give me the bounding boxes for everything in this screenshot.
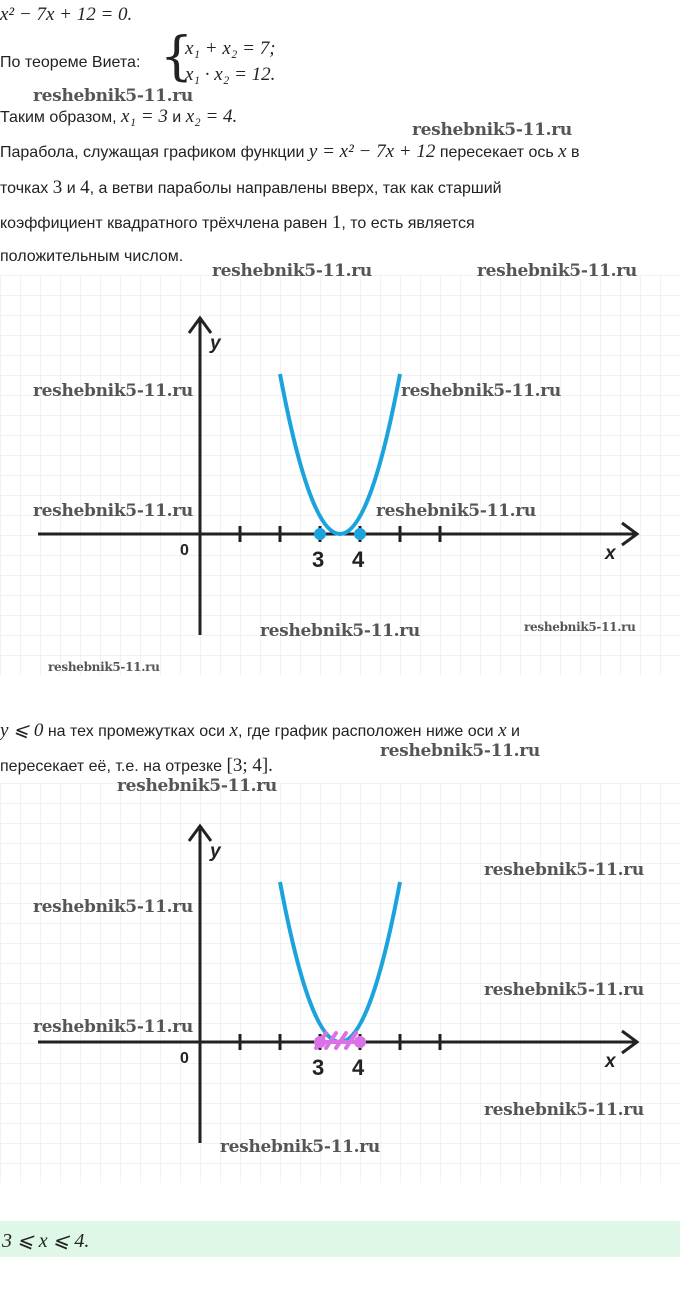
watermark: reshebnik5-11.ru [484,980,644,1000]
paragraph-line-2: точках 3 и 4, а ветви параболы направлены вверх, так как старший [0,177,502,198]
watermark: reshebnik5-11.ru [484,860,644,880]
watermark: reshebnik5-11.ru [260,621,420,641]
x-axis-label: x [605,1051,616,1072]
watermark: reshebnik5-11.ru [401,381,561,401]
watermark: reshebnik5-11.ru [33,86,193,106]
condition-line-1: y ⩽ 0 на тех промежутках оси x, где график расположен ниже оси x и [0,720,520,741]
watermark: reshebnik5-11.ru [48,660,160,674]
watermark: reshebnik5-11.ru [477,261,637,281]
root-label-3: 3 [312,547,325,572]
watermark: reshebnik5-11.ru [33,897,193,917]
root-point-4 [354,528,366,540]
watermark: reshebnik5-11.ru [380,741,540,761]
condition-line-2: пересекает её, т.е. на отрезке [3; 4]. [0,755,273,776]
origin-label: 0 [180,542,189,559]
watermark: reshebnik5-11.ru [33,381,193,401]
vieta-label: По теореме Виета: [0,54,141,71]
root-label-4: 4 [352,547,365,572]
vieta-equation-2: x₁ · x₂ = 12. [185,64,276,85]
paragraph-line-3: коэффициент квадратного трёхчлена равен 1, то есть является [0,212,475,233]
root-point-3 [314,528,326,540]
vieta-equation-1: x₁ + x₂ = 7; [185,38,276,59]
y-axis-label: y [210,333,221,354]
watermark: reshebnik5-11.ru [117,776,277,796]
interval-endpoint-4 [354,1036,366,1048]
paragraph-line-1: Парабола, служащая графиком функции y = x² − 7x + 12 пересекает ось x в [0,141,580,162]
answer-box [0,1221,680,1257]
roots-line: Таким образом, x₁ = 3 и x₂ = 4. [0,106,238,127]
equation: x² − 7x + 12 = 0. [0,4,133,25]
watermark: reshebnik5-11.ru [484,1100,644,1120]
interval-endpoint-3 [314,1036,326,1048]
system-brace: { [160,27,194,87]
watermark: reshebnik5-11.ru [33,501,193,521]
grid [0,275,680,675]
paragraph-line-4: положительным числом. [0,248,184,265]
watermark: reshebnik5-11.ru [220,1137,380,1157]
x-axis-label: x [605,543,616,564]
root-label-3: 3 [312,1055,325,1080]
watermark: reshebnik5-11.ru [412,120,572,140]
origin-label: 0 [180,1050,189,1067]
watermark: reshebnik5-11.ru [376,501,536,521]
watermark: reshebnik5-11.ru [33,1017,193,1037]
root-label-4: 4 [352,1055,365,1080]
watermark: reshebnik5-11.ru [524,620,636,634]
y-axis-label: y [210,841,221,862]
graph-parabola [0,275,680,675]
watermark: reshebnik5-11.ru [212,261,372,281]
answer-text: 3 ⩽ x ⩽ 4. [2,1230,90,1252]
